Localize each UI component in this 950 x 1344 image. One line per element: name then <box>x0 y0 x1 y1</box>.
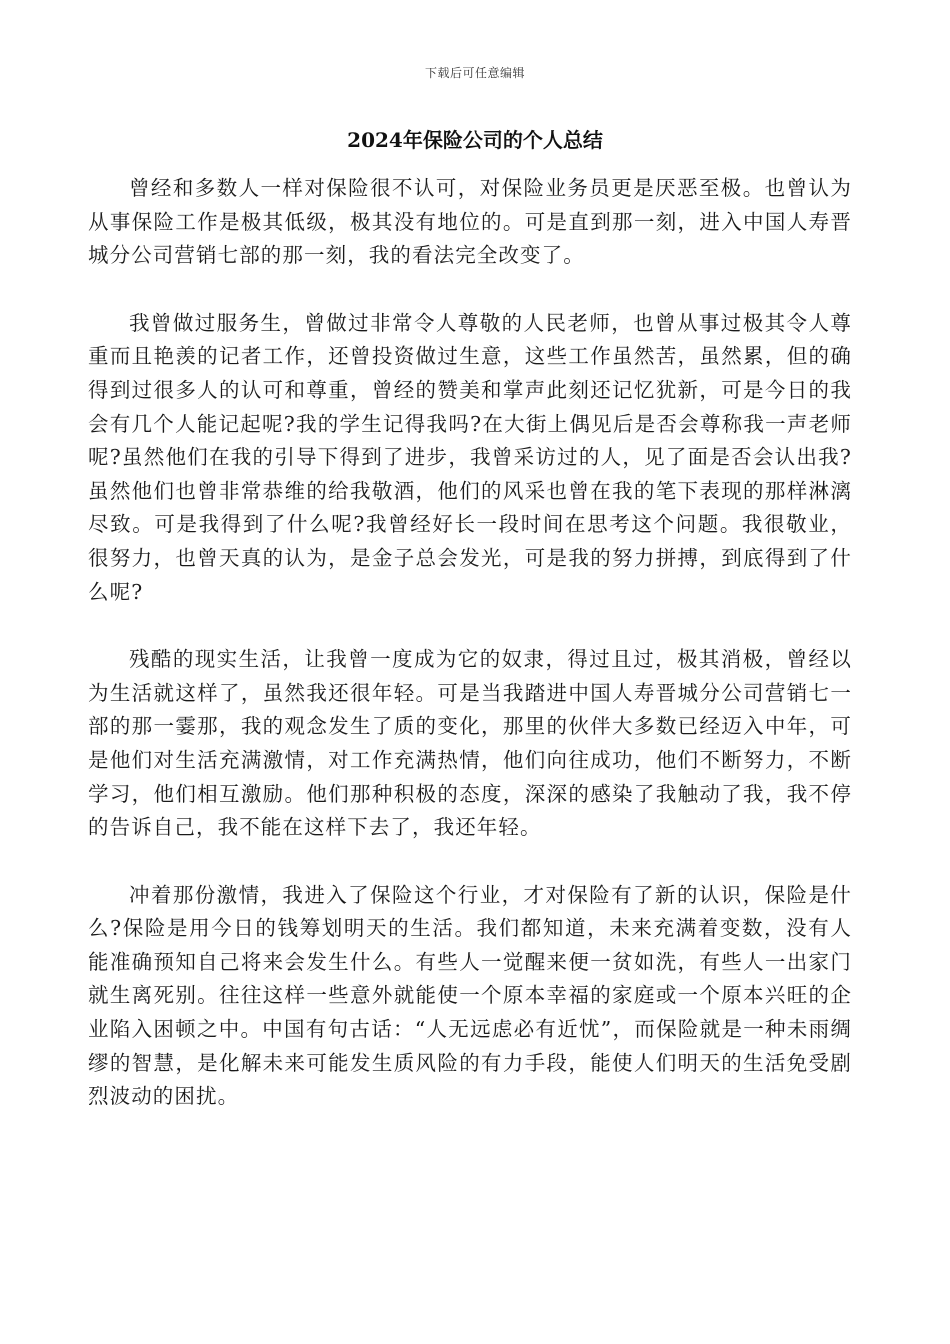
document-title: 2024年保险公司的个人总结 <box>347 128 603 152</box>
paragraph-1: 曾经和多数人一样对保险很不认可，对保险业务员更是厌恶至极。也曾认为从事保险工作是极其低级，极其没有地位的。可是直到那一刻，进入中国人寿晋城分公司营销七部的那一刻，我的看法完全改变了。 <box>88 176 852 268</box>
document-body <box>88 172 852 1148</box>
header-note: 下载后可任意编辑 <box>424 66 525 80</box>
paragraph-4: 冲着那份激情，我进入了保险这个行业，才对保险有了新的认识，保险是什么?保险是用今日的钱筹划明天的生活。我们都知道，未来充满着变数，没有人能准确预知自己将来会发生什么。有些人一觉醒来便一贫如洗，有些人一出家门就生离死别。往往这样一些意外就能使一个原本幸福的家庭或一个原本兴旺的企业陷入困顿之中。中国有句古话：“人无远虑必有近忧”，而保险就是一种未雨绸缪的智慧，是化解未来可能发生质风险的有力手段，能使人们明天的生活免受剧烈波动的困扰。 <box>88 882 852 1109</box>
paragraph-3: 残酷的现实生活，让我曾一度成为它的奴隶，得过且过，极其消极，曾经以为生活就这样了，虽然我还很年轻。可是当我踏进中国人寿晋城分公司营销七一部的那一霎那，我的观念发生了质的变化，那里的伙伴大多数已经迈入中年，可是他们对生活充满激情，对工作充满热情，他们向往成功，他们不断努力，不断学习，他们相互激励。他们那种积极的态度，深深的感染了我触动了我，我不停的告诉自己，我不能在这样下去了，我还年轻。 <box>88 647 852 840</box>
paragraph-2: 我曾做过服务生，曾做过非常令人尊敬的人民老师，也曾从事过极其令人尊重而且艳羡的记者工作，还曾投资做过生意，这些工作虽然苦，虽然累，但的确得到过很多人的认可和尊重，曾经的赞美和掌声此刻还记忆犹新，可是今日的我会有几个人能记起呢?我的学生记得我吗?在大街上偶见后是否会尊称我一声老师呢?虽然他们在我的引导下得到了进步，我曾采访过的人，见了面是否会认出我?虽然他们也曾非常恭维的给我敬酒，他们的风采也曾在我的笔下表现的那样淋漓尽致。可是我得到了什么呢?我曾经好长一段时间在思考这个问题。我很敬业，很努力，也曾天真的认为，是金子总会发光，可是我的努力拼搏，到底得到了什么呢? <box>88 310 852 604</box>
